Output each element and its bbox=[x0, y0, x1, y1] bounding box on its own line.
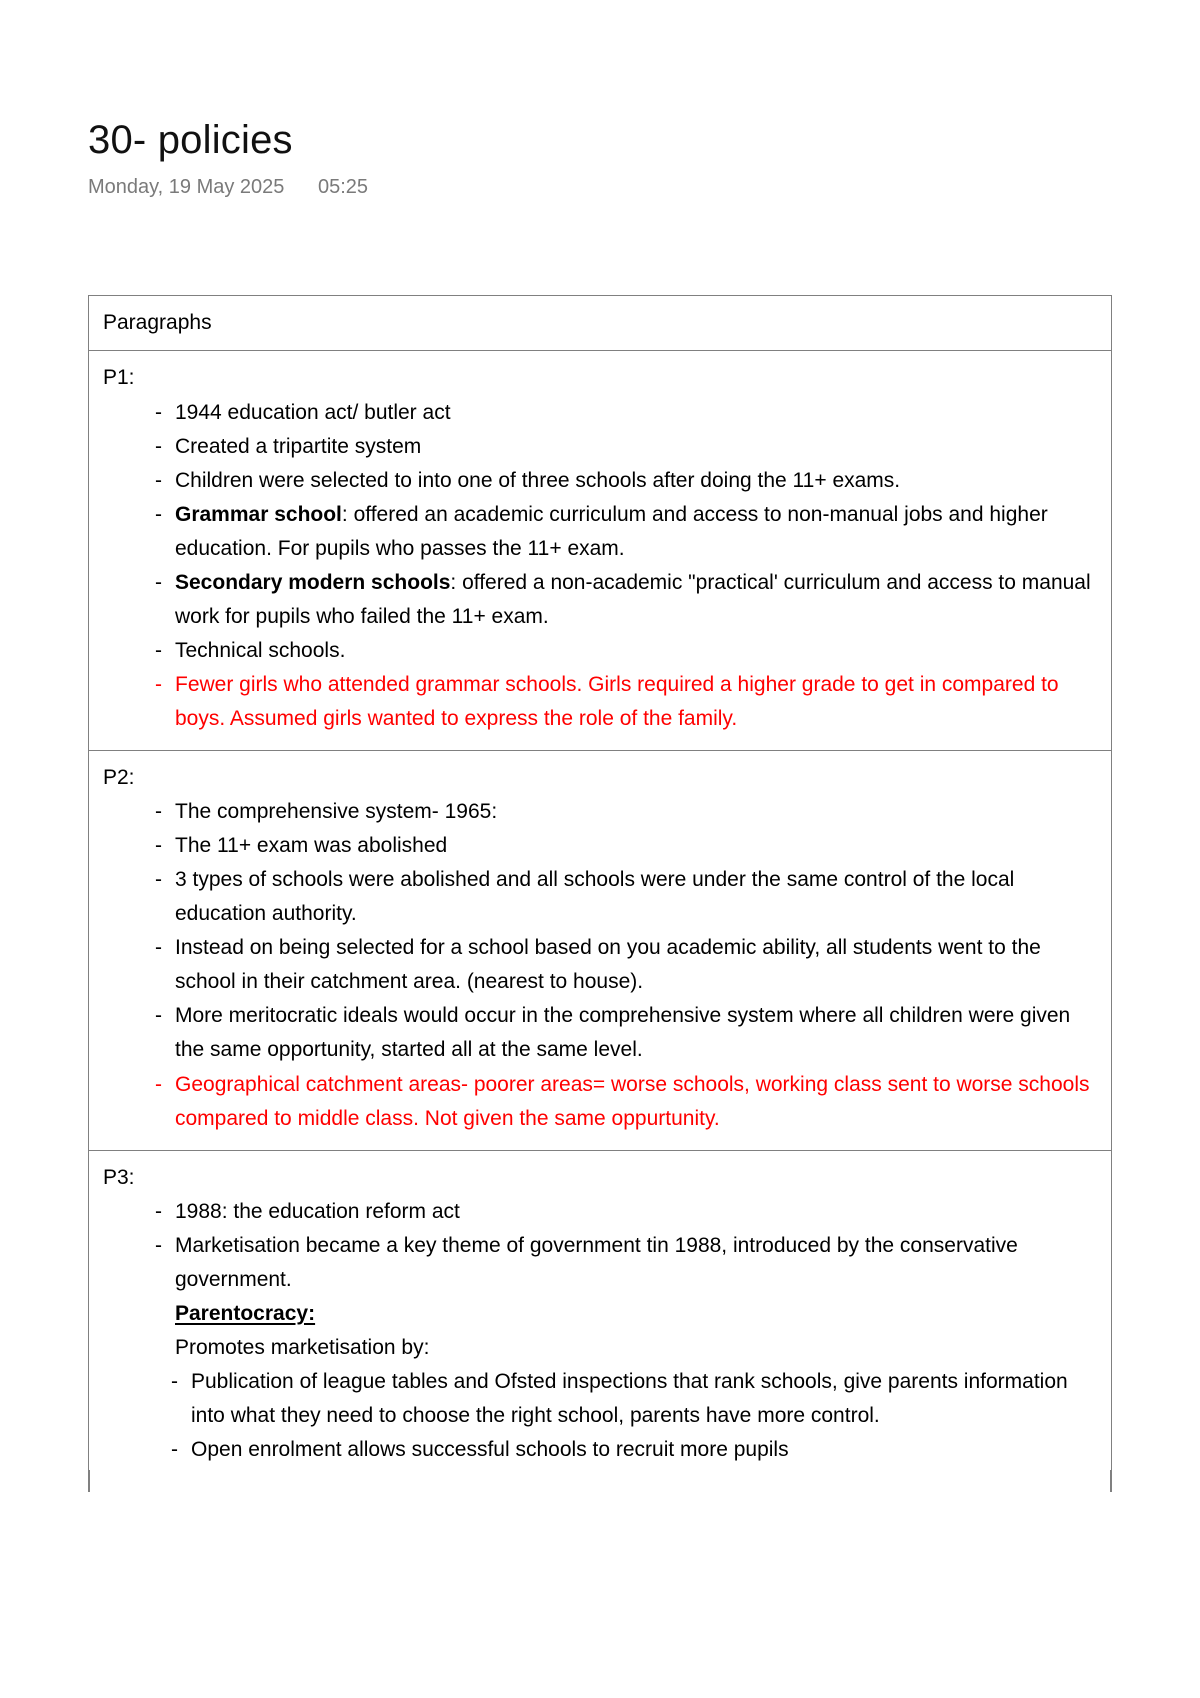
list-item-text: More meritocratic ideals would occur in the comprehensive system where all children were given the same opportunity, started all at the same level. bbox=[175, 1004, 1071, 1062]
list-item bbox=[155, 1195, 1097, 1229]
list-item-text: Geographical catchment areas- poorer areas= worse schools, working class sent to worse schools compared to middle class. Not given the same oppurtunity. bbox=[175, 1072, 1090, 1130]
document-header bbox=[0, 0, 1200, 199]
list-item bbox=[155, 464, 1097, 498]
table-row bbox=[89, 1151, 1111, 1482]
list-item-text: : offered an academic curriculum and access to non-manual jobs and higher education. For pupils who passes the 11+ exam. bbox=[175, 502, 1048, 560]
page-bottom-clip bbox=[0, 1470, 1200, 1698]
list-item-text: Publication of league tables and Ofsted inspections that rank schools, give parents information into what they need to choose the right school, parents have more control. bbox=[191, 1370, 1068, 1428]
table-row bbox=[89, 751, 1111, 1151]
document-meta bbox=[88, 176, 1200, 199]
list-item bbox=[155, 498, 1097, 566]
list-item bbox=[171, 1433, 1097, 1467]
paragraph-label: P2: bbox=[103, 765, 135, 789]
list-item-bold-prefix: Secondary modern schools bbox=[175, 570, 451, 594]
table-left-border-continuation bbox=[88, 1470, 90, 1492]
paragraphs-table bbox=[88, 295, 1112, 1481]
bullet-list bbox=[103, 795, 1097, 1135]
document-time: 05:25 bbox=[318, 176, 369, 198]
page-title: 30- policies bbox=[88, 118, 293, 162]
subheading bbox=[103, 1297, 1097, 1331]
list-item-text: Created a tripartite system bbox=[175, 434, 422, 458]
lead-in-text: Promotes marketisation by: bbox=[175, 1336, 430, 1360]
list-item bbox=[155, 999, 1097, 1067]
table-right-border-continuation bbox=[1110, 1470, 1112, 1492]
list-item bbox=[155, 931, 1097, 999]
list-item-bold-prefix: Grammar school bbox=[175, 502, 342, 526]
paragraph-label: P3: bbox=[103, 1165, 135, 1189]
list-item bbox=[155, 863, 1097, 931]
document-date: Monday, 19 May 2025 bbox=[88, 176, 285, 198]
list-item-text: : offered a non-academic "practical' curriculum and access to manual work for pupils who failed the 11+ exam. bbox=[175, 570, 1091, 628]
list-item-text: Marketisation became a key theme of government tin 1988, introduced by the conservative government. bbox=[175, 1233, 1018, 1291]
list-item-text: Instead on being selected for a school based on you academic ability, all students went to the school in their catchment area. (nearest to house). bbox=[175, 936, 1041, 994]
list-item-text: The comprehensive system- 1965: bbox=[175, 800, 498, 824]
list-item bbox=[155, 634, 1097, 668]
list-item-text: 1944 education act/ butler act bbox=[175, 400, 451, 424]
list-item bbox=[155, 795, 1097, 829]
list-item-text: Children were selected to into one of three schools after doing the 11+ exams. bbox=[175, 468, 901, 492]
table-row bbox=[89, 351, 1111, 751]
list-item bbox=[155, 1229, 1097, 1297]
table-header-row bbox=[89, 296, 1111, 351]
list-item-text: Technical schools. bbox=[175, 638, 346, 662]
bullet-list bbox=[103, 396, 1097, 736]
list-item-text: Fewer girls who attended grammar schools. Girls required a higher grade to get in compared to boys. Assumed girls wanted to express the role of the family. bbox=[175, 672, 1059, 730]
nested-bullet-list bbox=[103, 1365, 1097, 1467]
list-item-highlighted bbox=[155, 1068, 1097, 1136]
list-item-highlighted bbox=[155, 668, 1097, 736]
list-item-text: 1988: the education reform act bbox=[175, 1199, 460, 1223]
list-item bbox=[155, 829, 1097, 863]
list-item-text: The 11+ exam was abolished bbox=[175, 834, 448, 858]
table-header-label: Paragraphs bbox=[103, 311, 212, 334]
subheading-text: Parentocracy: bbox=[175, 1302, 316, 1326]
list-item bbox=[155, 566, 1097, 634]
list-item bbox=[155, 396, 1097, 430]
bullet-list bbox=[103, 1195, 1097, 1297]
list-item bbox=[155, 430, 1097, 464]
list-item bbox=[171, 1365, 1097, 1433]
list-item-text: 3 types of schools were abolished and all schools were under the same control of the local education authority. bbox=[175, 868, 1015, 926]
list-item-text: Open enrolment allows successful schools to recruit more pupils bbox=[191, 1438, 789, 1462]
paragraph-label: P1: bbox=[103, 366, 135, 390]
